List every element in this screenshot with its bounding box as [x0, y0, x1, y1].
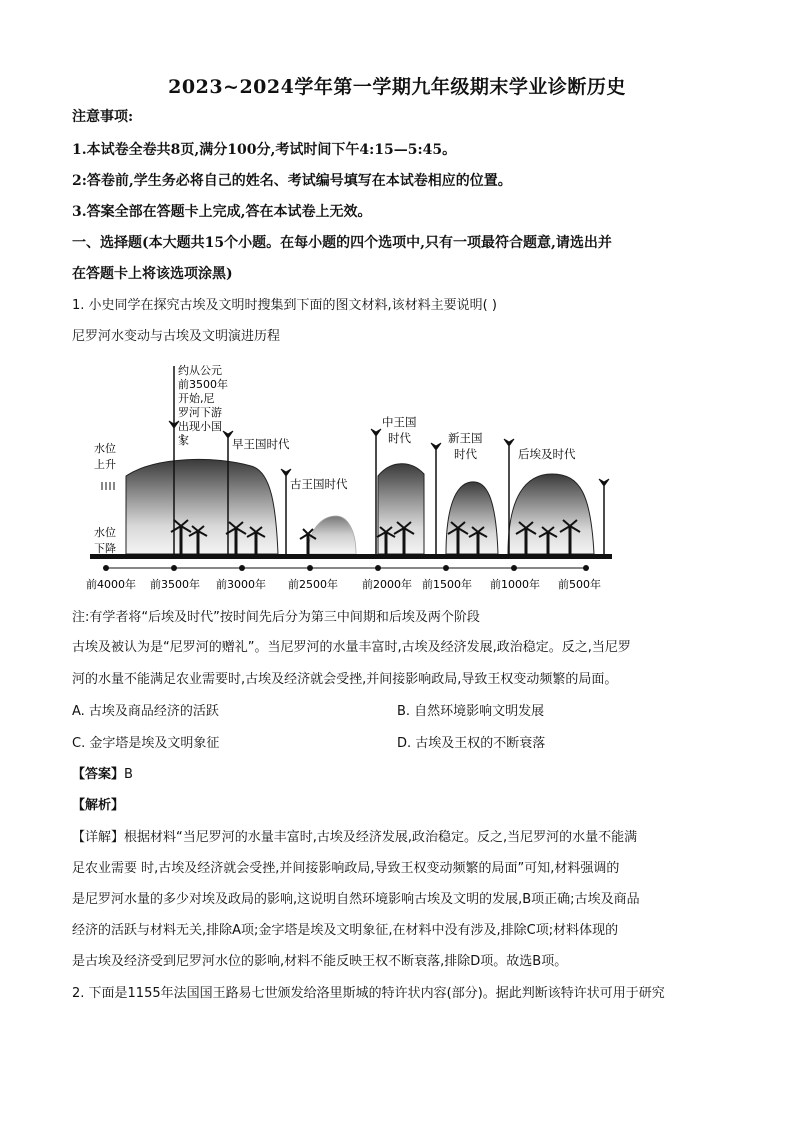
notice-item-2: 2:答卷前,学生务必将自己的姓名、考试编号填写在本试卷相应的位置。 — [72, 173, 512, 189]
axis-label-3000: 前3000年 — [216, 578, 266, 591]
option-a: A. 古埃及商品经济的活跃 — [72, 704, 219, 719]
water-low-line1: 水位 — [94, 526, 116, 539]
era-late-period: 后埃及时代 — [518, 447, 576, 461]
water-high-line1: 水位 — [94, 442, 116, 455]
axis-label-2500: 前2500年 — [288, 578, 338, 591]
answer-row — [72, 765, 133, 785]
annotation-line-1: 约从公元 — [178, 364, 222, 377]
section-heading-line2: 在答题卡上将该选项涂黑) — [72, 266, 233, 282]
detail-line-1: 【详解】根据材料“当尼罗河的水量丰富时,古埃及经济发展,政治稳定。反之,当尼罗河的水量不能满 — [72, 830, 638, 845]
water-level-hump-late — [508, 474, 594, 554]
annotation-line-6: 家 — [178, 434, 189, 447]
axis-label-4000: 前4000年 — [86, 578, 136, 591]
notice-item-1: 1.本试卷全卷共8页,满分100分,考试时间下午4:15—5:45。 — [72, 142, 457, 158]
axis-label-500: 前500年 — [558, 578, 601, 591]
era-middle-kingdom-line1: 中王国 — [382, 415, 417, 429]
era-old-kingdom: 古王国时代 — [290, 477, 348, 491]
annotation-line-2: 前3500年 — [178, 378, 228, 391]
nile-figure — [86, 356, 626, 596]
axis-label-1000: 前1000年 — [490, 578, 540, 591]
era-new-kingdom-line2: 时代 — [454, 447, 477, 461]
era-middle-kingdom-line2: 时代 — [388, 431, 411, 445]
material-line-2: 河的水量不能满足农业需要时,古埃及经济就会受挫,并间接影响政局,导致王权变动频繁的局面。 — [72, 672, 618, 687]
water-level-hump-new — [446, 482, 498, 554]
axis-label-1500: 前1500年 — [422, 578, 472, 591]
axis-label-3500: 前3500年 — [150, 578, 200, 591]
ground-line — [90, 554, 612, 559]
detail-line-5: 是古埃及经济受到尼罗河水位的影响,材料不能反映王权不断衰落,排除D项。故选B项。 — [72, 954, 568, 969]
section-heading-line1: 一、选择题(本大题共15个小题。在每小题的四个选项中,只有一项最符合题意,请选出并 — [72, 235, 612, 251]
notice-heading: 注意事项: — [72, 109, 134, 125]
water-level-hump-old — [308, 516, 356, 554]
material-line-1: 古埃及被认为是“尼罗河的赠礼”。当尼罗河的水量丰富时,古埃及经济发展,政治稳定。反之,当尼罗 — [72, 640, 631, 655]
water-high-line2: 上升 — [94, 458, 116, 471]
exam-title: 2023~2024学年第一学期九年级期末学业诊断历史 — [168, 76, 626, 98]
axis-label-2000: 前2000年 — [362, 578, 412, 591]
analysis-label: 【解析】 — [72, 798, 125, 813]
detail-line-3: 是尼罗河水量的多少对埃及政局的影响,这说明自然环境影响古埃及文明的发展,B项正确;古埃及商品 — [72, 892, 640, 907]
question-2-stem: 2. 下面是1155年法国国王路易七世颁发给洛里斯城的特许状内容(部分)。据此判断该特许状可用于研究 — [72, 986, 665, 1001]
annotation-line-5: 出现小国 — [178, 420, 222, 433]
figure-title: 尼罗河水变动与古埃及文明演进历程 — [72, 329, 281, 344]
detail-line-2: 足农业需要 时,古埃及经济就会受挫,并间接影响政局,导致王权变动频繁的局面”可知,材料强调的 — [72, 861, 620, 876]
option-c: C. 金字塔是埃及文明象征 — [72, 736, 220, 751]
water-low-line2: 下降 — [94, 542, 116, 555]
detail-line-4: 经济的活跃与材料无关,排除A项;金字塔是埃及文明象征,在材料中没有涉及,排除C项;材料体现的 — [72, 923, 619, 938]
answer-value: B — [124, 767, 133, 782]
era-early-kingdom: 早王国时代 — [232, 437, 290, 451]
answer-label: 【答案】 — [72, 767, 125, 782]
option-d: D. 古埃及王权的不断衰落 — [397, 736, 546, 751]
notice-item-3: 3.答案全部在答题卡上完成,答在本试卷上无效。 — [72, 204, 372, 220]
water-arrows — [102, 482, 114, 490]
annotation-line-3: 开始,尼 — [178, 392, 215, 405]
annotation-line-4: 罗河下游 — [178, 406, 222, 419]
figure-note: 注:有学者将“后埃及时代”按时间先后分为第三中间期和后埃及两个阶段 — [72, 610, 480, 625]
option-b: B. 自然环境影响文明发展 — [397, 704, 545, 719]
era-new-kingdom-line1: 新王国 — [448, 431, 483, 445]
question-1-stem: 1. 小史同学在探究古埃及文明时搜集到下面的图文材料,该材料主要说明( ) — [72, 298, 497, 313]
